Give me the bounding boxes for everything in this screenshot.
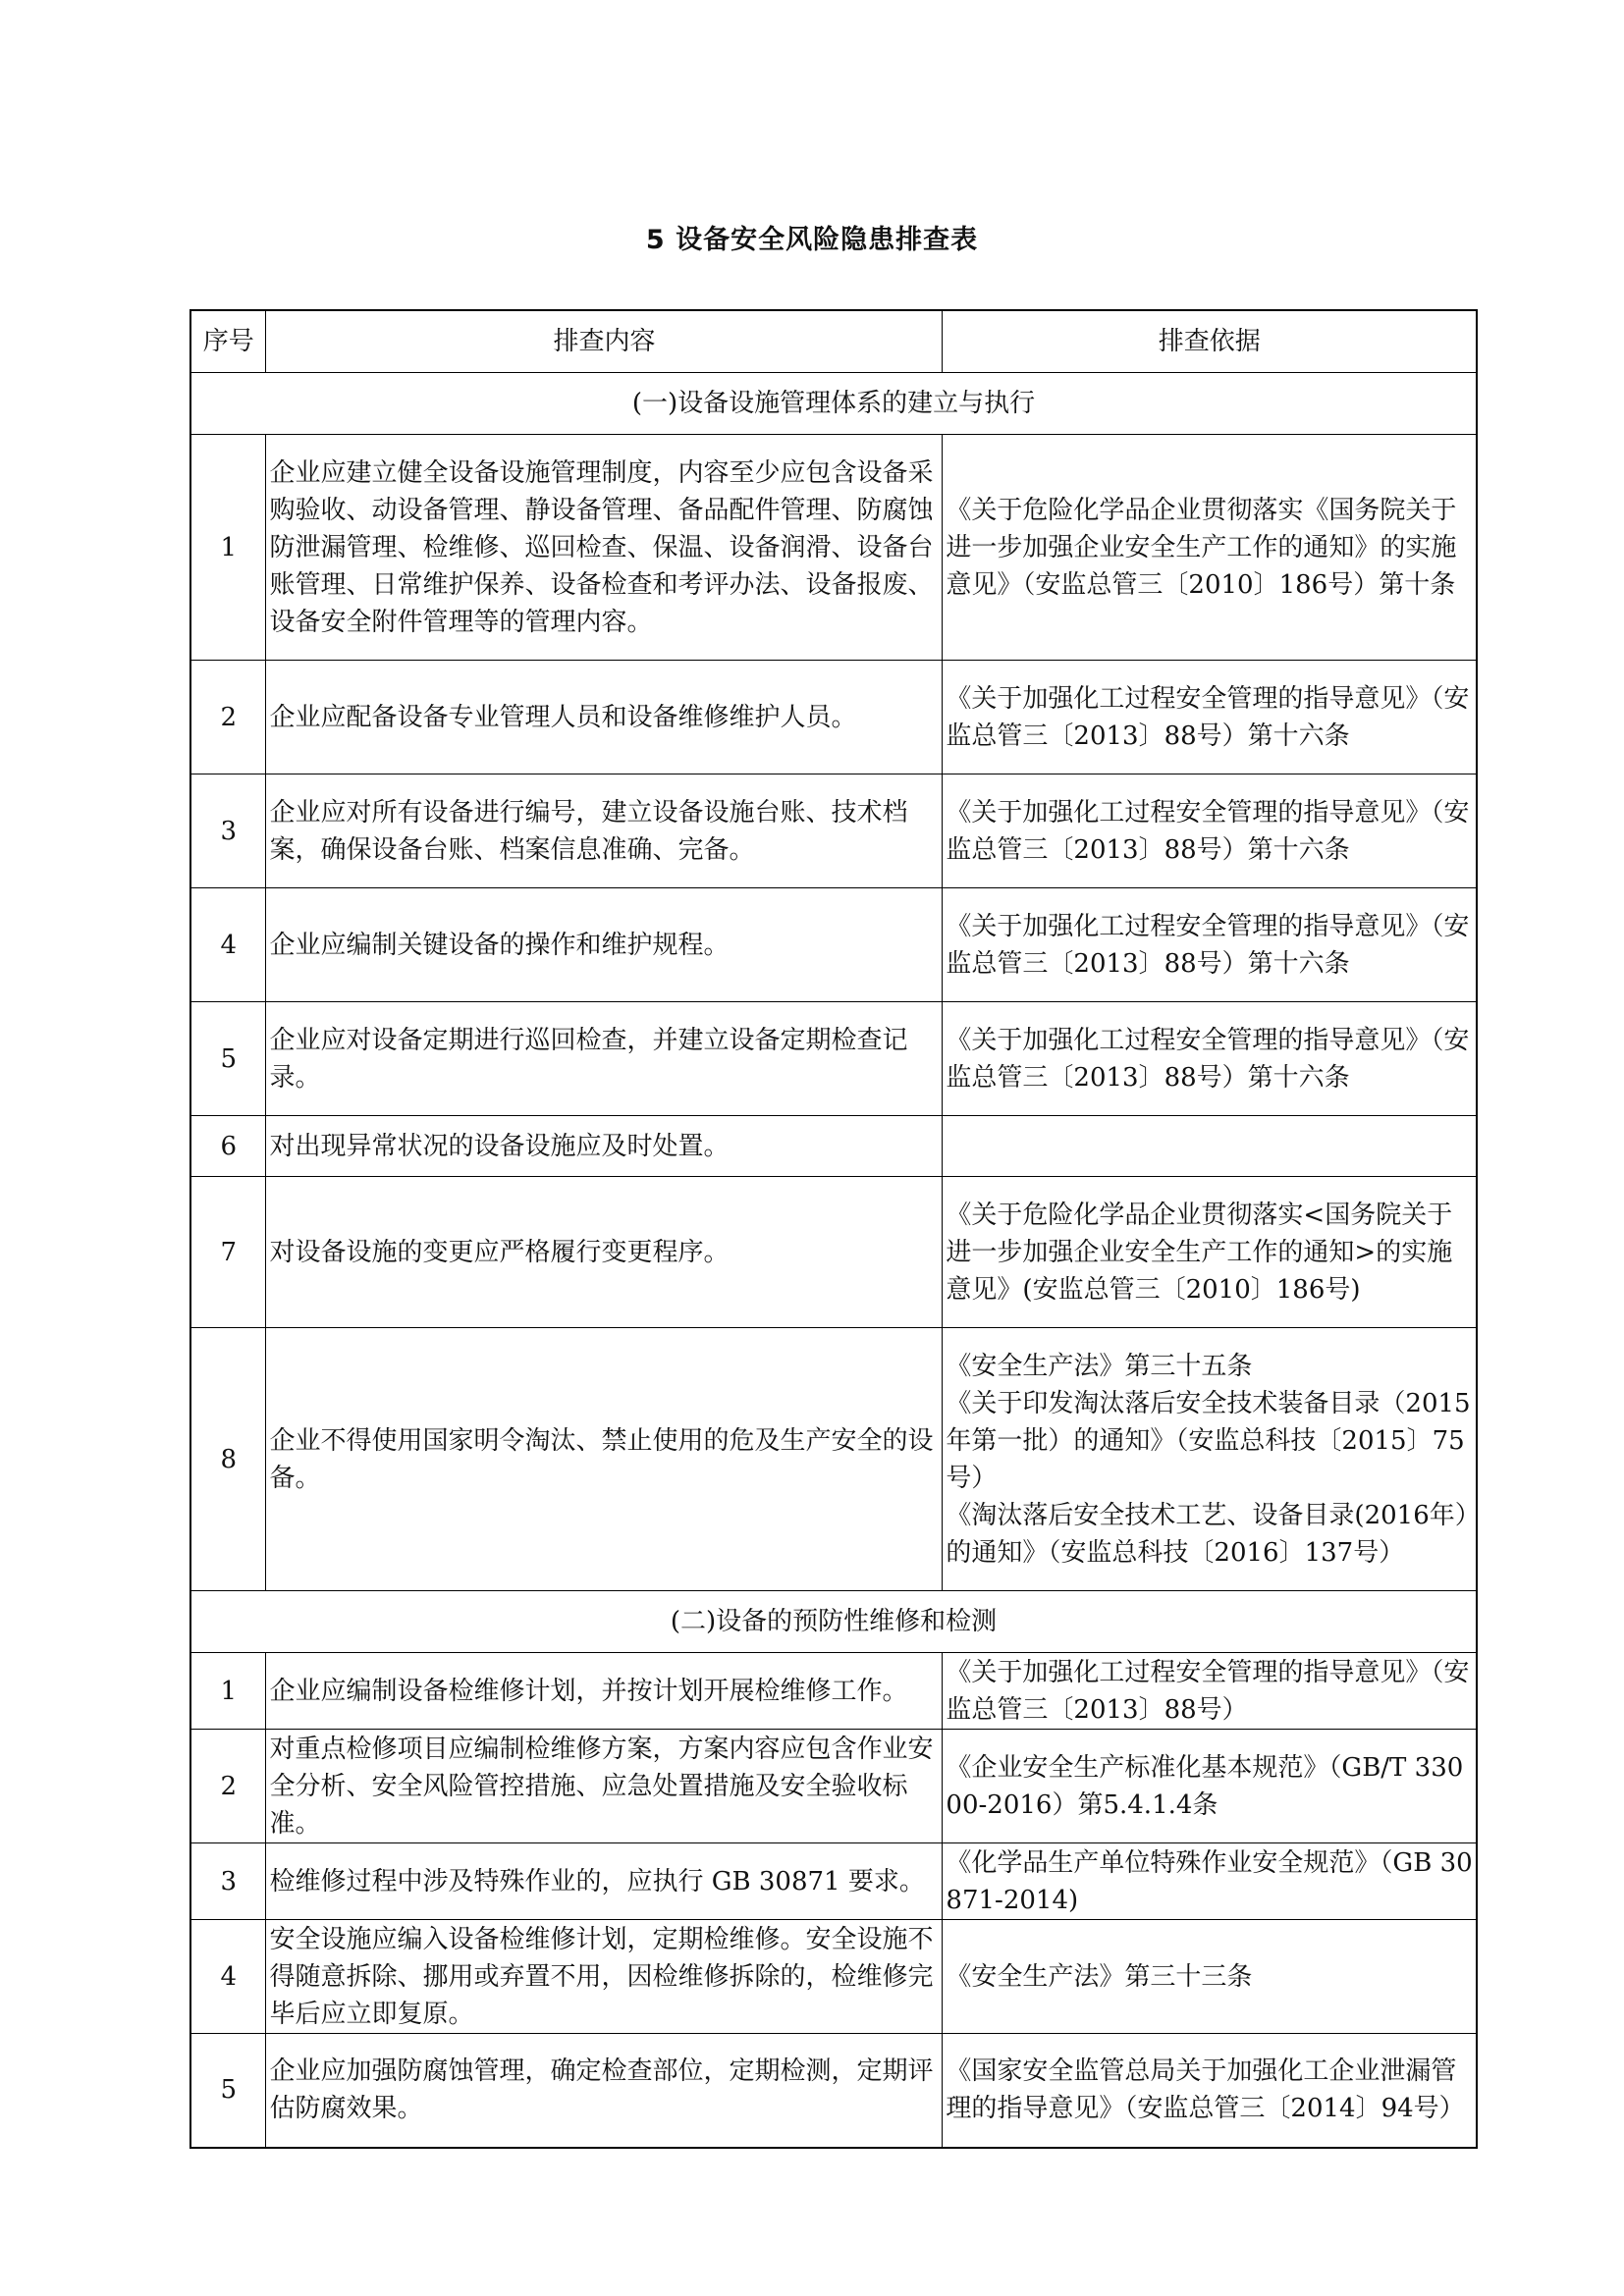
row-number: 3 <box>190 1843 266 1920</box>
header-no: 序号 <box>190 310 266 373</box>
row-number: 4 <box>190 1920 266 2034</box>
row-basis <box>943 1116 1477 1177</box>
row-content: 检维修过程中涉及特殊作业的，应执行 GB 30871 要求。 <box>266 1843 943 1920</box>
table-row <box>190 1920 1477 2034</box>
row-basis: 《国家安全监管总局关于加强化工企业泄漏管理的指导意见》（安监总管三〔2014〕94号） <box>943 2034 1477 2148</box>
row-basis: 《关于加强化工过程安全管理的指导意见》（安监总管三〔2013〕88号）第十六条 <box>943 661 1477 774</box>
row-content: 安全设施应编入设备检维修计划，定期检维修。安全设施不得随意拆除、挪用或弃置不用，因检维修拆除的，检维修完毕后应立即复原。 <box>266 1920 943 2034</box>
row-content: 企业应建立健全设备设施管理制度，内容至少应包含设备采购验收、动设备管理、静设备管理、备品配件管理、防腐蚀防泄漏管理、检维修、巡回检查、保温、设备润滑、设备台账管理、日常维护保养、设备检查和考评办法、设备报废、设备安全附件管理等的管理内容。 <box>266 435 943 661</box>
row-content: 对设备设施的变更应严格履行变更程序。 <box>266 1177 943 1328</box>
table-row <box>190 1730 1477 1843</box>
row-basis: 《关于危险化学品企业贯彻落实《国务院关于进一步加强企业安全生产工作的通知》的实施意见》（安监总管三〔2010〕186号）第十条 <box>943 435 1477 661</box>
row-content: 企业应编制设备检维修计划，并按计划开展检维修工作。 <box>266 1653 943 1730</box>
section-row <box>190 373 1477 435</box>
row-basis: 《关于加强化工过程安全管理的指导意见》（安监总管三〔2013〕88号） <box>943 1653 1477 1730</box>
row-number: 6 <box>190 1116 266 1177</box>
basis-line: 《安全生产法》第三十五条 <box>946 1351 1253 1381</box>
table-row <box>190 1653 1477 1730</box>
row-number: 1 <box>190 1653 266 1730</box>
row-content: 企业应对所有设备进行编号，建立设备设施台账、技术档案，确保设备台账、档案信息准确、完备。 <box>266 774 943 888</box>
page-title: 5 设备安全风险隐患排查表 <box>645 225 979 255</box>
header-basis: 排查依据 <box>943 310 1477 373</box>
row-number: 1 <box>190 435 266 661</box>
row-basis: 《关于加强化工过程安全管理的指导意见》（安监总管三〔2013〕88号）第十六条 <box>943 774 1477 888</box>
row-number: 7 <box>190 1177 266 1328</box>
row-number: 3 <box>190 774 266 888</box>
row-content: 对出现异常状况的设备设施应及时处置。 <box>266 1116 943 1177</box>
section-title: (一)设备设施管理体系的建立与执行 <box>190 373 1477 435</box>
table-row <box>190 435 1477 661</box>
row-content: 企业不得使用国家明令淘汰、禁止使用的危及生产安全的设备。 <box>266 1328 943 1591</box>
row-number: 5 <box>190 2034 266 2148</box>
row-content: 企业应加强防腐蚀管理，确定检查部位，定期检测，定期评估防腐效果。 <box>266 2034 943 2148</box>
table-row <box>190 2034 1477 2148</box>
table-row <box>190 661 1477 774</box>
row-basis: 《关于加强化工过程安全管理的指导意见》（安监总管三〔2013〕88号）第十六条 <box>943 1002 1477 1116</box>
table-row <box>190 1177 1477 1328</box>
table-row <box>190 1002 1477 1116</box>
risk-check-table <box>189 309 1478 2149</box>
row-content: 企业应配备设备专业管理人员和设备维修维护人员。 <box>266 661 943 774</box>
row-basis: 《企业安全生产标准化基本规范》（GB/T 33000-2016）第5.4.1.4条 <box>943 1730 1477 1843</box>
row-number: 4 <box>190 888 266 1002</box>
table-row <box>190 774 1477 888</box>
section-title: (二)设备的预防性维修和检测 <box>190 1591 1477 1653</box>
row-basis: 《安全生产法》第三十三条 <box>943 1920 1477 2034</box>
row-basis <box>943 1328 1477 1591</box>
basis-line: 《关于印发淘汰落后安全技术装备目录（2015年第一批）的通知》（安监总科技〔2015〕75号） <box>946 1388 1471 1493</box>
row-content: 对重点检修项目应编制检维修方案，方案内容应包含作业安全分析、安全风险管控措施、应急处置措施及安全验收标准。 <box>266 1730 943 1843</box>
row-basis: 《关于加强化工过程安全管理的指导意见》（安监总管三〔2013〕88号）第十六条 <box>943 888 1477 1002</box>
table-header-row <box>190 310 1477 373</box>
basis-line: 《淘汰落后安全技术工艺、设备目录(2016年）的通知》（安监总科技〔2016〕137号） <box>946 1500 1468 1568</box>
row-content: 企业应对设备定期进行巡回检查，并建立设备定期检查记录。 <box>266 1002 943 1116</box>
row-basis: 《化学品生产单位特殊作业安全规范》（GB 30871-2014) <box>943 1843 1477 1920</box>
table-row <box>190 1116 1477 1177</box>
header-content: 排查内容 <box>266 310 943 373</box>
section-row <box>190 1591 1477 1653</box>
row-number: 2 <box>190 661 266 774</box>
row-content: 企业应编制关键设备的操作和维护规程。 <box>266 888 943 1002</box>
table-row <box>190 888 1477 1002</box>
row-number: 8 <box>190 1328 266 1591</box>
row-number: 2 <box>190 1730 266 1843</box>
row-number: 5 <box>190 1002 266 1116</box>
table-row <box>190 1328 1477 1591</box>
table-row <box>190 1843 1477 1920</box>
row-basis: 《关于危险化学品企业贯彻落实<国务院关于进一步加强企业安全生产工作的通知>的实施意见》(安监总管三〔2010〕186号) <box>943 1177 1477 1328</box>
